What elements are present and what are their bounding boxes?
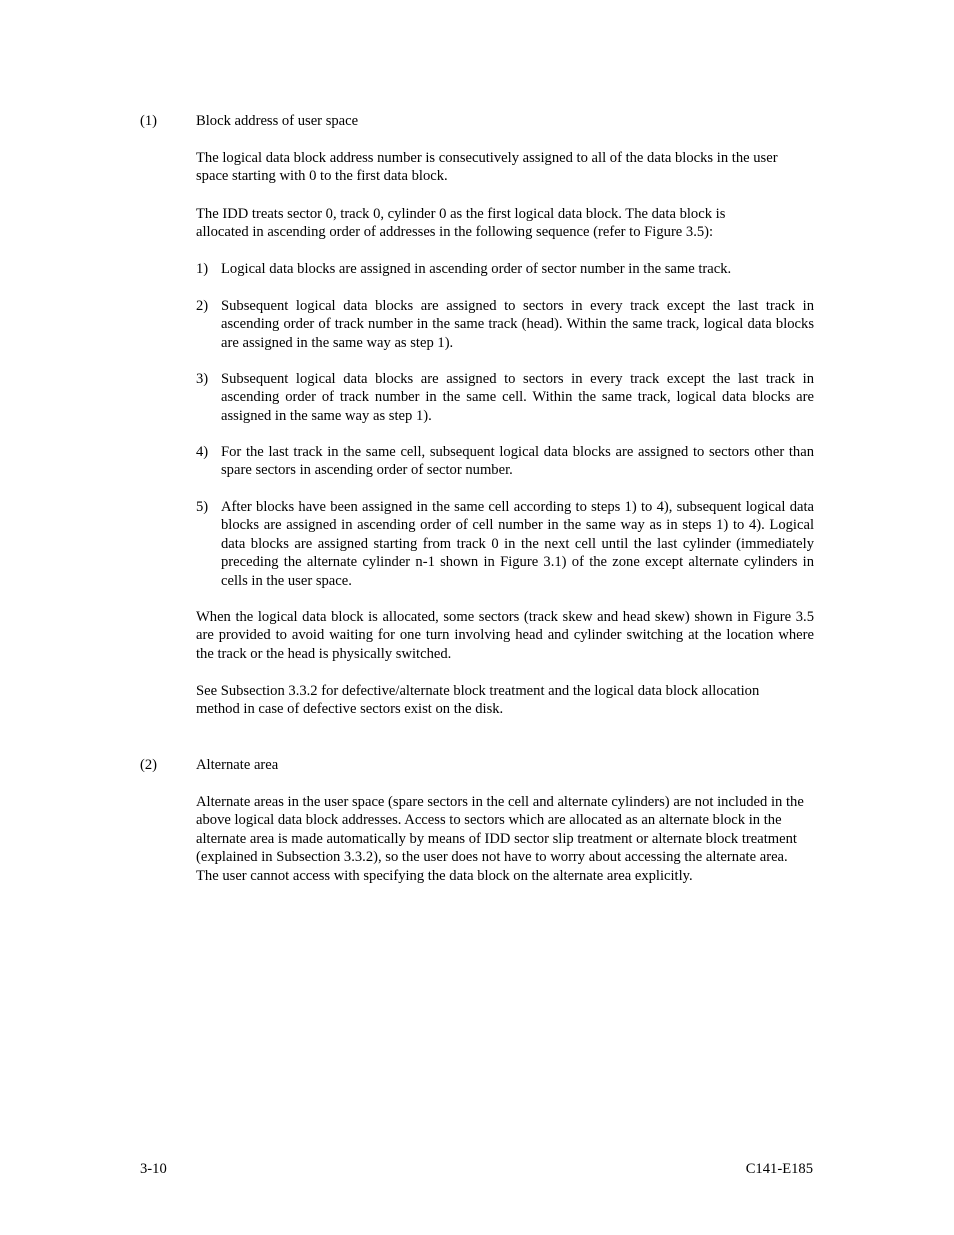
section-2-number: (2): [140, 757, 158, 773]
step-text: After blocks have been assigned in the same cell according to steps 1) to 4), subsequent logical data blocks are assigned in ascending order of cell number in the same way as in steps 1) to 4). Logical data blocks are assigned starting from track 0 in the next cell until the last cylinder (immediately preceding the alternate cylinder n-1 shown in Figure 3.1) of the zone except alternate cylinders in cells in the user space.: [221, 499, 814, 589]
section-2-paragraph-1: Alternate areas in the user space (spare sectors in the cell and alternate cylinders) are not included in the above logical data block addresses. Access to sectors which are allocated as an alternate block in the alternate area is made automatically by means of IDD sector slip treatment or alternate block treatment (explained in Subsection 3.3.2), so the user does not have to worry about accessing the alternate area. The user cannot access with specifying the data block on the alternate area explicitly.: [196, 794, 804, 884]
step-number: 3): [196, 371, 209, 387]
section-1-number: (1): [140, 113, 158, 129]
step-number: 4): [196, 444, 209, 460]
step-text: For the last track in the same cell, subsequent logical data blocks are assigned to sectors other than spare sectors in ascending order of sector number.: [221, 444, 814, 479]
step-item-4: [196, 443, 814, 480]
step-text: Subsequent logical data blocks are assigned to sectors in every track except the last track in ascending order of track number in the same track (head). Within the same track, logical data blocks are assigned in the same way as step 1).: [221, 298, 814, 351]
step-item-3: [196, 370, 814, 425]
step-item-5: [196, 498, 814, 590]
step-number: 1): [196, 261, 209, 277]
footer-page-number: 3-10: [140, 1161, 167, 1177]
section-2-title: Alternate area: [196, 757, 279, 773]
step-item-2: [196, 297, 814, 352]
section-1-title: Block address of user space: [196, 113, 359, 129]
section-1-paragraph-3: When the logical data block is allocated, some sectors (track skew and head skew) shown in Figure 3.5 are provided to avoid waiting for one turn involving head and cylinder switching at the location where the track or the head is physically switched.: [196, 609, 814, 662]
step-item-1: [196, 260, 814, 278]
section-1-paragraph-1: The logical data block address number is consecutively assigned to all of the data blocks in the user space starting with 0 to the first data block.: [196, 150, 778, 185]
footer-document-code: C141-E185: [745, 1161, 813, 1177]
step-text: Subsequent logical data blocks are assigned to sectors in every track except the last track in ascending order of track number in the same cell. Within the same track, logical data blocks are assigned in the same way as step 1).: [221, 371, 814, 424]
step-text: Logical data blocks are assigned in ascending order of sector number in the same track.: [221, 261, 732, 277]
step-number: 5): [196, 499, 209, 515]
section-1-paragraph-2: The IDD treats sector 0, track 0, cylinder 0 as the first logical data block. The data block is allocated in ascending order of addresses in the following sequence (refer to Figure 3.5):: [196, 206, 726, 241]
step-number: 2): [196, 298, 209, 314]
section-1-paragraph-4: See Subsection 3.3.2 for defective/alternate block treatment and the logical data block allocation method in case of defective sectors exist on the disk.: [196, 683, 760, 718]
